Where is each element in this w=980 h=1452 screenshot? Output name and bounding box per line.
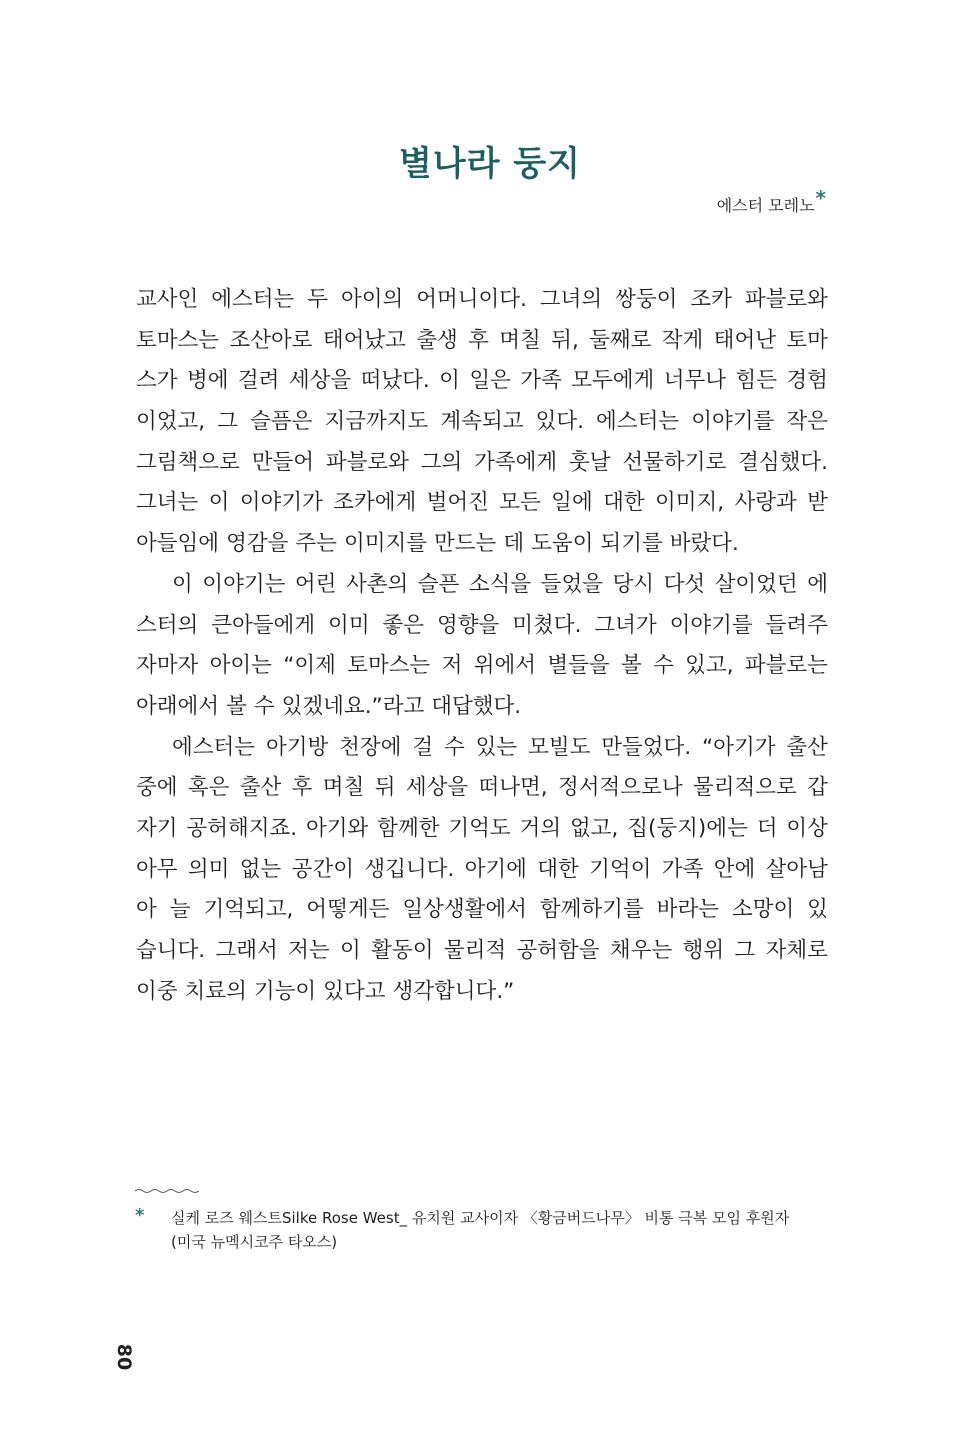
word: 수 (653, 653, 674, 679)
word: 힘든 (735, 368, 777, 394)
word: 모든 (499, 490, 541, 516)
text-line (136, 361, 828, 402)
word: 아래에서 (136, 693, 220, 719)
word: 데 (503, 531, 525, 557)
word: 파블로는 (744, 653, 828, 679)
word: 태어난 (713, 327, 776, 353)
word: 스가 (136, 368, 178, 394)
word: 들었을 (540, 571, 603, 597)
word: 공간이 (291, 856, 354, 882)
word: 천장에 (339, 734, 402, 760)
word: 아 (136, 897, 157, 923)
word: 별들을 (547, 653, 610, 679)
word: 바랐다. (669, 531, 739, 557)
word: 에스터는 (211, 287, 295, 312)
word: 이 (172, 571, 193, 597)
word: 벌어진 (426, 490, 489, 516)
word: 이 (439, 368, 460, 394)
word: 에스터는 (172, 734, 256, 760)
word: 아기와 (305, 815, 369, 841)
word: 기능이 (253, 978, 317, 1004)
word: 선물하기로 (622, 449, 727, 475)
footnote-marker: * (815, 186, 826, 210)
word: 공허해지죠. (186, 815, 298, 841)
word: 기억도 (448, 815, 511, 841)
text-line (136, 646, 828, 687)
word: 있다고 (323, 978, 386, 1004)
word: 수 (253, 693, 275, 719)
word: 뒤, (551, 327, 579, 353)
word: 이야기를 (691, 409, 775, 435)
chapter-title: 별나라 둥지 (398, 144, 582, 184)
word: 모빌도 (528, 734, 591, 760)
footnote-divider (135, 1187, 199, 1195)
word: 사랑과 (734, 490, 797, 516)
word: 살이었던 (714, 571, 798, 597)
word: 아이의 (340, 287, 404, 312)
word: 태어났고 (322, 327, 406, 353)
word: 쌍둥이 (615, 287, 678, 312)
word: 뒤 (374, 775, 396, 801)
body-text (136, 280, 828, 1012)
word: 에 (807, 571, 828, 597)
footnote-line: 실케 로즈 웨스트Silke Rose West_ 유치원 교사이자 〈황금버드나무〉 비통 극복 모임 후원자 (171, 1209, 790, 1227)
word: 더 (756, 815, 778, 841)
word: 물리적 (443, 938, 507, 963)
word: 있는 (475, 734, 518, 760)
word: 위에서 (473, 653, 537, 679)
word: 없는 (239, 856, 282, 882)
word: 미쳤다. (512, 612, 582, 638)
author-byline (716, 186, 826, 216)
word: 집(둥지)에는 (627, 815, 748, 841)
word: 걸 (412, 734, 434, 760)
word: 다섯 (663, 571, 706, 597)
word: 에스터는 (596, 409, 680, 435)
word: 이야기가 (239, 490, 323, 516)
footnote-star: * (135, 1205, 145, 1226)
word: 영감을 (226, 531, 289, 557)
word: 그 (734, 938, 756, 963)
text-line (136, 483, 828, 524)
word: 가족에게 (474, 449, 558, 475)
text-line (136, 524, 828, 565)
word: 이야기는 (202, 571, 286, 597)
word: 자기 (136, 815, 178, 841)
word: 저는 (288, 938, 330, 963)
text-line (136, 687, 828, 728)
word: 저 (441, 653, 463, 679)
word: 대답했다. (431, 693, 522, 719)
word: 혹은 (187, 775, 230, 801)
footnote (135, 1206, 835, 1254)
word: 중에 (136, 775, 178, 801)
word: 생깁니다. (364, 856, 455, 882)
text-line (136, 443, 828, 484)
word: 습니다. (136, 938, 206, 963)
footnote-line: (미국 뉴멕시코주 타오스) (171, 1233, 338, 1251)
word: 그녀의 (539, 287, 603, 312)
text-line (136, 931, 828, 972)
word: 함께하기를 (539, 897, 644, 923)
word: 아무 (136, 856, 178, 882)
word: “이제 (283, 653, 336, 679)
word: 대한 (603, 490, 645, 516)
word: 이 (208, 490, 230, 516)
word: 스터의 (136, 612, 199, 638)
text-line (136, 606, 828, 647)
text-line (136, 402, 828, 443)
word: 그녀는 (136, 490, 199, 516)
word: 세상을 (405, 775, 469, 801)
page-number: 80 (113, 1343, 135, 1371)
word: 후 (291, 775, 313, 801)
word: 소망이 (731, 897, 795, 923)
word: 있겠네요.”라고 (281, 693, 425, 719)
word: 이중 (136, 978, 178, 1004)
text-line (136, 890, 828, 931)
word: 거의 (519, 815, 562, 841)
word: 있 (807, 897, 828, 923)
word: 만들었다. (601, 734, 692, 760)
word: 출생 (416, 327, 458, 353)
word: 어머니이다. (416, 287, 527, 312)
word: 지금까지도 (324, 409, 429, 435)
word: 너무나 (663, 368, 727, 394)
word: 조산아로 (229, 327, 313, 353)
word: 이 (340, 938, 361, 963)
word: 받 (807, 490, 828, 516)
word: 없고, (569, 815, 619, 841)
word: 그 (217, 409, 239, 435)
word: 주는 (295, 531, 337, 557)
word: 이미지, (654, 490, 725, 516)
word: 큰아들에게 (211, 612, 316, 638)
word: 함께한 (377, 815, 440, 841)
word: 안에 (713, 856, 756, 882)
word: 갑 (807, 775, 828, 801)
word: 며칠 (322, 775, 365, 801)
word: 파블로와 (744, 287, 828, 312)
word: 정서적으로나 (557, 775, 683, 801)
word: 의미 (187, 856, 230, 882)
word: 그의 (420, 449, 463, 475)
word: 조카에게 (333, 490, 417, 516)
word: 떠나면, (478, 775, 548, 801)
text-line (136, 809, 828, 850)
word: 자마자 (136, 653, 199, 679)
word: 이상 (786, 815, 828, 841)
word: 물리적으로 (692, 775, 797, 801)
word: 경험 (786, 368, 828, 394)
word: 이야기를 (669, 612, 753, 638)
word: 만드는 (434, 531, 497, 557)
word: 치료의 (184, 978, 247, 1004)
word: 병에 (186, 368, 229, 394)
word: 일에 (551, 490, 593, 516)
word: 볼 (226, 693, 247, 719)
word: 떠났다. (360, 368, 430, 394)
word: 아이는 (209, 653, 272, 679)
word: 들려주 (765, 612, 828, 638)
word: 계속되고 (440, 409, 524, 435)
word: 아기방 (265, 734, 329, 760)
word: 그녀가 (594, 612, 657, 638)
word: 토마 (786, 327, 828, 353)
word: 두 (307, 287, 329, 312)
word: 아기에 (464, 856, 527, 882)
text-line (136, 972, 828, 1013)
text-line (136, 728, 828, 769)
word: 교사인 (136, 287, 199, 312)
word: 훗날 (569, 449, 611, 475)
word: 있다. (535, 409, 584, 435)
word: 소식을 (468, 571, 532, 597)
text-line (136, 565, 828, 606)
word: 도움이 (531, 531, 594, 557)
word: 어떻게든 (306, 897, 390, 923)
word: 이미지를 (343, 531, 428, 557)
word: 걸려 (237, 368, 280, 394)
author-name: 에스터 모레노 (716, 196, 815, 215)
word: 조카 (690, 287, 732, 312)
word: 있고, (685, 653, 734, 679)
word: 둘째로 (589, 327, 652, 353)
word: 후 (468, 327, 489, 353)
word: 일상생활에서 (402, 897, 527, 923)
word: 작은 (786, 409, 828, 435)
word: 가족 (661, 856, 704, 882)
word: 되기를 (600, 531, 663, 557)
word: 토마스는 (136, 327, 220, 353)
word: 아들임에 (136, 531, 220, 557)
word: 생각합니다.” (392, 978, 515, 1004)
word: 채우는 (609, 938, 673, 963)
word: 활동이 (371, 938, 434, 963)
word: 결심했다. (738, 449, 828, 475)
word: 만들어 (251, 449, 314, 475)
word: 출산 (239, 775, 282, 801)
word: 파블로와 (325, 449, 409, 475)
word: 며칠 (499, 327, 541, 353)
word: 이미 (328, 612, 370, 638)
word: 세상을 (288, 368, 352, 394)
text-line (136, 321, 828, 362)
word: 토마스는 (347, 653, 431, 679)
word: 좋은 (382, 612, 425, 638)
word: 가족 (520, 368, 562, 394)
word: 자체로 (765, 938, 828, 963)
word: 그림책으로 (136, 449, 240, 475)
text-line (136, 768, 828, 809)
text-line (136, 280, 828, 321)
word: 행위 (682, 938, 725, 963)
word: 늘 (169, 897, 191, 923)
word: 대한 (537, 856, 579, 882)
word: 이었고, (136, 409, 206, 435)
word: 사촌의 (345, 571, 409, 597)
word: 모두에게 (571, 368, 655, 394)
word: 영향을 (437, 612, 500, 638)
word: 기억되고, (203, 897, 294, 923)
word: “아기가 (702, 734, 776, 760)
word: 볼 (620, 653, 642, 679)
word: 당시 (612, 571, 655, 597)
word: 살아남 (765, 856, 828, 882)
word: 기억이 (589, 856, 652, 882)
word: 작게 (661, 327, 704, 353)
footnote-body (171, 1206, 835, 1254)
word: 바라는 (656, 897, 719, 923)
word: 그래서 (215, 938, 278, 963)
word: 어린 (294, 571, 337, 597)
word: 공허함을 (516, 938, 600, 963)
text-line (136, 850, 828, 891)
word: 출산 (786, 734, 828, 760)
word: 수 (443, 734, 465, 760)
word: 슬픔은 (250, 409, 313, 435)
word: 일은 (469, 368, 511, 394)
word: 슬픈 (417, 571, 460, 597)
